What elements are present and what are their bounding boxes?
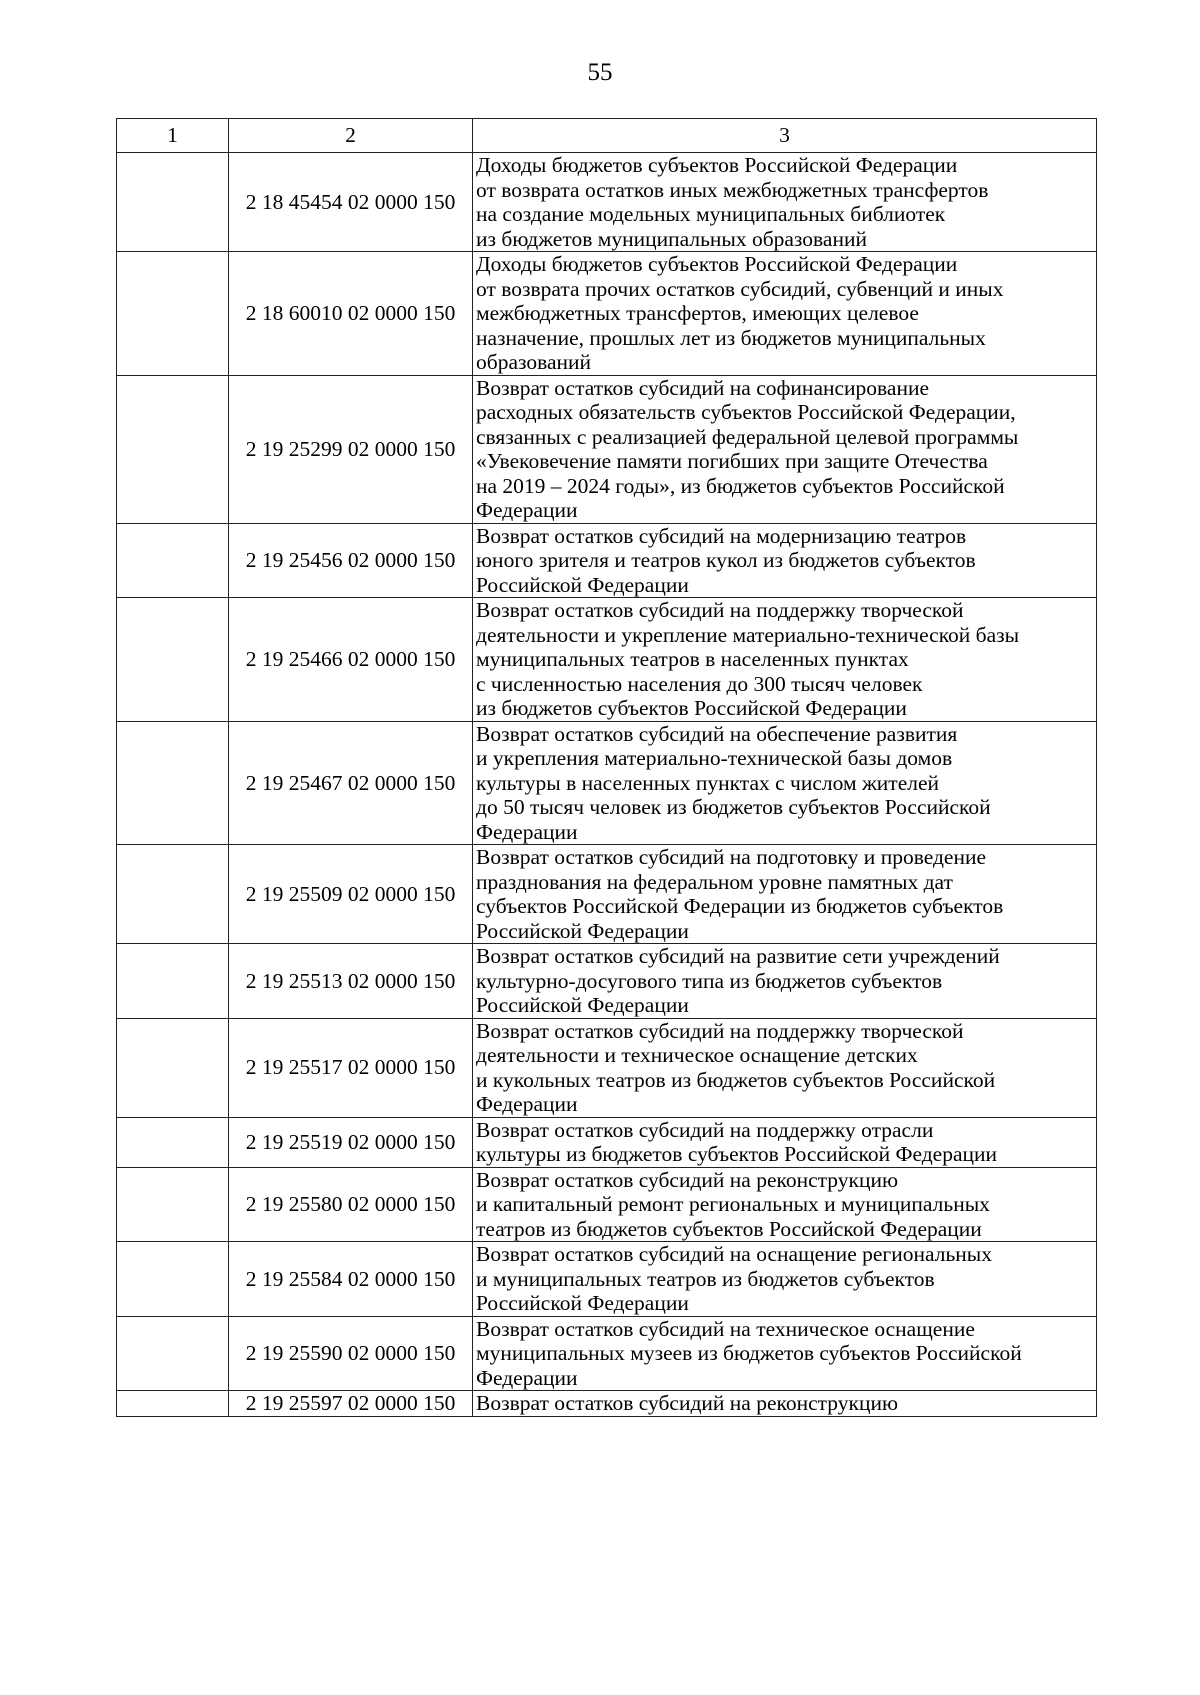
description-line: образований — [476, 350, 592, 374]
table-row — [117, 523, 1097, 598]
row-index-cell — [117, 598, 229, 722]
revenue-code-cell: 2 18 60010 02 0000 150 — [229, 252, 473, 376]
description-line: из бюджетов муниципальных образований — [476, 226, 867, 251]
description-line: Российской Федерации — [476, 1291, 689, 1315]
description-line: и муниципальных театров из бюджетов субъектов — [476, 1266, 935, 1291]
description-cell — [473, 153, 1097, 252]
description-line: Возврат остатков субсидий на подготовку и проведение — [476, 845, 987, 869]
description-cell — [473, 523, 1097, 598]
column-header-1: 1 — [117, 119, 229, 153]
table-row — [117, 252, 1097, 376]
description-line: Возврат остатков субсидий на реконструкцию — [476, 1167, 899, 1192]
description-line: «Увековечение памяти погибших при защите Отечества — [476, 449, 988, 473]
description-line: юного зрителя и театров кукол из бюджетов субъектов — [476, 548, 976, 572]
description-cell — [473, 1117, 1097, 1167]
description-cell — [473, 1167, 1097, 1242]
table-row — [117, 1018, 1097, 1117]
description-line: Возврат остатков субсидий на обеспечение развития — [476, 721, 958, 746]
description-line: Возврат остатков субсидий на поддержку творческой — [476, 1018, 964, 1043]
description-line: культуры из бюджетов субъектов Российской Федерации — [476, 1142, 998, 1166]
description-line: субъектов Российской Федерации из бюджетов субъектов — [476, 894, 1004, 918]
row-index-cell — [117, 1242, 229, 1317]
description-line: назначение, прошлых лет из бюджетов муниципальных — [476, 325, 986, 350]
description-line: муниципальных театров в населенных пунктах — [476, 647, 909, 671]
column-header-2: 2 — [229, 119, 473, 153]
description-cell — [473, 1018, 1097, 1117]
description-line: из бюджетов субъектов Российской Федерации — [476, 696, 907, 720]
table-row — [117, 153, 1097, 252]
revenue-code-cell: 2 18 45454 02 0000 150 — [229, 153, 473, 252]
description-line: Возврат остатков субсидий на реконструкцию — [476, 1391, 899, 1415]
table-row — [117, 1167, 1097, 1242]
description-line: до 50 тысяч человек из бюджетов субъектов Российской — [476, 795, 991, 819]
description-cell — [473, 375, 1097, 523]
row-index-cell — [117, 153, 229, 252]
table-row — [117, 1242, 1097, 1317]
description-line: от возврата прочих остатков субсидий, субвенций и иных — [476, 276, 1004, 301]
row-index-cell — [117, 1117, 229, 1167]
description-line: расходных обязательств субъектов Российской Федерации, — [476, 400, 1016, 424]
description-cell — [473, 1242, 1097, 1317]
description-cell — [473, 252, 1097, 376]
description-line: и капитальный ремонт региональных и муниципальных — [476, 1192, 990, 1216]
table-row — [117, 721, 1097, 845]
description-line: Российской Федерации — [476, 572, 689, 597]
description-line: Российской Федерации — [476, 918, 689, 943]
table-row — [117, 1117, 1097, 1167]
revenue-code-cell: 2 19 25584 02 0000 150 — [229, 1242, 473, 1317]
description-line: Возврат остатков субсидий на развитие сети учреждений — [476, 944, 1000, 968]
table-row — [117, 598, 1097, 722]
description-line: Федерации — [476, 1092, 578, 1116]
description-line: Федерации — [476, 1365, 578, 1390]
description-line: и кукольных театров из бюджетов субъектов Российской — [476, 1067, 996, 1092]
description-line: Возврат остатков субсидий на софинансирование — [476, 375, 930, 400]
row-index-cell — [117, 252, 229, 376]
table-header — [117, 119, 1097, 153]
description-line: Возврат остатков субсидий на поддержку творческой — [476, 598, 964, 622]
column-header-3: 3 — [473, 119, 1097, 153]
description-line: и укрепления материально-технической базы домов — [476, 746, 953, 770]
description-line: Возврат остатков субсидий на поддержку отрасли — [476, 1117, 934, 1142]
revenue-code-cell: 2 19 25590 02 0000 150 — [229, 1316, 473, 1391]
table-row — [117, 845, 1097, 944]
row-index-cell — [117, 523, 229, 598]
description-line: празднования на федеральном уровне памятных дат — [476, 869, 953, 894]
revenue-code-cell: 2 19 25580 02 0000 150 — [229, 1167, 473, 1242]
page-number: 55 — [587, 59, 613, 86]
row-index-cell — [117, 845, 229, 944]
row-index-cell — [117, 944, 229, 1019]
description-line: на создание модельных муниципальных библиотек — [476, 202, 946, 226]
revenue-code-cell: 2 19 25509 02 0000 150 — [229, 845, 473, 944]
description-cell — [473, 845, 1097, 944]
description-line: деятельности и техническое оснащение детских — [476, 1043, 918, 1067]
description-line: Возврат остатков субсидий на оснащение региональных — [476, 1242, 992, 1266]
revenue-code-cell: 2 19 25519 02 0000 150 — [229, 1117, 473, 1167]
description-line: Российской Федерации — [476, 993, 689, 1017]
revenue-code-cell: 2 19 25517 02 0000 150 — [229, 1018, 473, 1117]
revenue-codes-table — [116, 118, 1097, 1417]
revenue-code-cell: 2 19 25513 02 0000 150 — [229, 944, 473, 1019]
description-line: Возврат остатков субсидий на модернизацию театров — [476, 523, 967, 548]
description-line: Федерации — [476, 498, 578, 522]
description-cell — [473, 1391, 1097, 1417]
description-line: на 2019 – 2024 годы», из бюджетов субъектов Российской — [476, 473, 1005, 498]
revenue-code-cell: 2 19 25299 02 0000 150 — [229, 375, 473, 523]
description-line: Доходы бюджетов субъектов Российской Федерации — [476, 252, 958, 276]
description-line: культуры в населенных пунктах с числом жителей — [476, 770, 940, 795]
revenue-code-cell: 2 19 25456 02 0000 150 — [229, 523, 473, 598]
description-line: с численностью населения до 300 тысяч человек — [476, 671, 923, 696]
revenue-code-cell: 2 19 25597 02 0000 150 — [229, 1391, 473, 1417]
description-line: межбюджетных трансфертов, имеющих целевое — [476, 301, 919, 325]
description-line: от возврата остатков иных межбюджетных трансфертов — [476, 177, 989, 202]
description-cell — [473, 944, 1097, 1019]
description-line: культурно-досугового типа из бюджетов субъектов — [476, 968, 943, 993]
row-index-cell — [117, 1316, 229, 1391]
description-cell — [473, 721, 1097, 845]
description-line: театров из бюджетов субъектов Российской Федерации — [476, 1216, 982, 1241]
row-index-cell — [117, 1391, 229, 1417]
description-line: Доходы бюджетов субъектов Российской Федерации — [476, 153, 958, 177]
table-body — [117, 153, 1097, 1417]
table-row — [117, 1316, 1097, 1391]
row-index-cell — [117, 1167, 229, 1242]
description-line: деятельности и укрепление материально-технической базы — [476, 622, 1020, 647]
description-line: Возврат остатков субсидий на техническое оснащение — [476, 1316, 975, 1341]
revenue-code-cell: 2 19 25466 02 0000 150 — [229, 598, 473, 722]
table-row — [117, 1391, 1097, 1417]
description-line: муниципальных музеев из бюджетов субъектов Российской — [476, 1341, 1022, 1365]
description-line: связанных с реализацией федеральной целевой программы — [476, 424, 1019, 449]
revenue-code-cell: 2 19 25467 02 0000 150 — [229, 721, 473, 845]
row-index-cell — [117, 721, 229, 845]
table-row — [117, 944, 1097, 1019]
row-index-cell — [117, 375, 229, 523]
header-row — [117, 119, 1097, 153]
table-row — [117, 375, 1097, 523]
description-cell — [473, 598, 1097, 722]
row-index-cell — [117, 1018, 229, 1117]
description-cell — [473, 1316, 1097, 1391]
description-line: Федерации — [476, 819, 578, 844]
